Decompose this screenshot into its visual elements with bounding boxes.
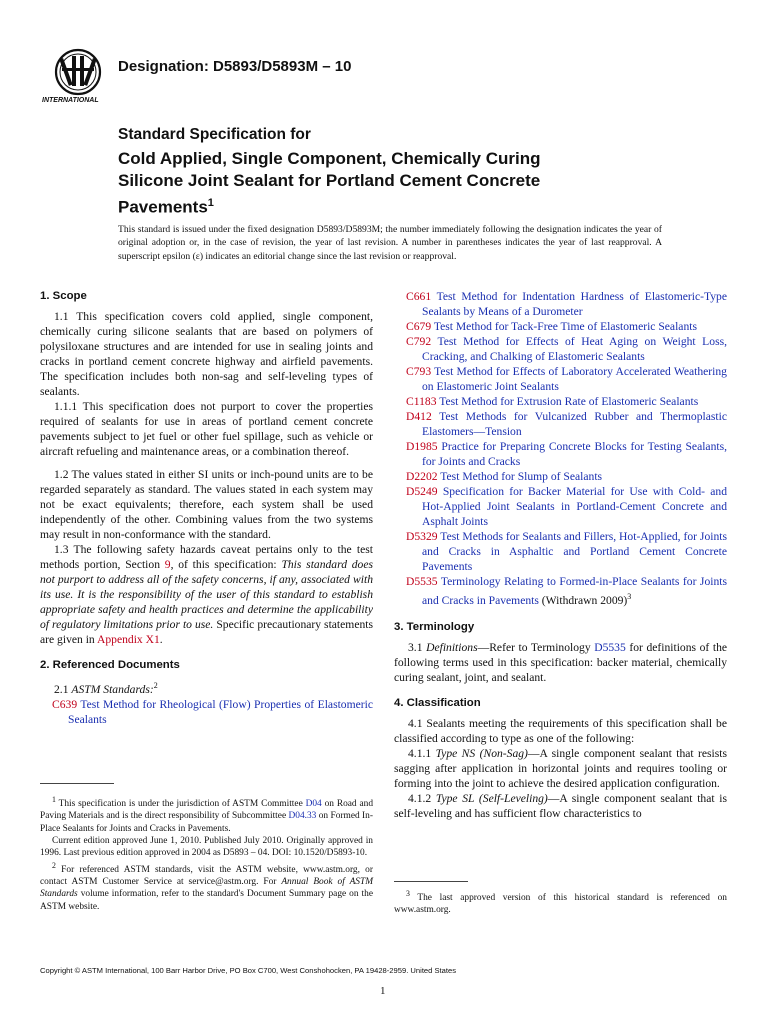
ref-code-link[interactable]: D5535: [406, 575, 438, 588]
para-1-1: 1.1 This specification covers cold applied, single component, chemically curing silicone sealants that are based on polymers of polysiloxane structures and are intended for use in sealing joints and cracks in portland cement concrete highway and airfield pavements. The specification includes both non-sag and self-leveling types of sealants.: [40, 310, 373, 398]
ref-code-link[interactable]: C639: [52, 697, 78, 711]
left-footnotes: [40, 794, 373, 913]
ref-item: [394, 319, 727, 334]
footnote-1-edition: Current edition approved June 1, 2010. Published July 2010. Originally approved in 1996. Last previous edition approved in 2004 as D5893 – 04. DOI: 10.1520/D5893-10.: [40, 836, 373, 859]
ref-item: [394, 469, 727, 484]
committee-d04-link[interactable]: D04: [305, 799, 322, 810]
footnote-divider: [40, 783, 114, 784]
right-column: [394, 289, 727, 821]
ref-title-link[interactable]: Test Methods for Vulcanized Rubber and Thermoplastic Elastomers—Tension: [422, 410, 727, 438]
para-3-1: 3.1 Definitions—Refer to Terminology D5535 for definitions of the following terms used in this specification: backer material, chemically curing sealant, joint, and sealant.: [394, 640, 728, 684]
appendix-x1-link[interactable]: Appendix X1: [96, 633, 160, 646]
ref-title-link[interactable]: Test Method for Extrusion Rate of Elastomeric Sealants: [439, 395, 699, 408]
para-4-1-2: 4.1.2 Type SL (Self-Leveling)—A single component sealant that is self-leveling and has sufficient flow characteristics to: [394, 791, 727, 820]
copyright: Copyright © ASTM International, 100 Barr Harbor Drive, PO Box C700, West Conshohocken, PA 19428-2959. United States: [40, 966, 457, 975]
para-4-1-1: 4.1.1 Type NS (Non-Sag)—A single component sealant that resists sagging after application in horizontal joints and requires tooling or forming into the joint to achieve the desired application configuration.: [394, 746, 727, 790]
ref-item: [394, 394, 727, 409]
d5535-link[interactable]: D5535: [594, 640, 626, 654]
ref-d5535: D5535 Terminology Relating to Formed-in-Place Sealants for Joints and Cracks in Pavements (Withdrawn 2009)$^3$: [406, 575, 727, 607]
ref-code-link[interactable]: C792: [406, 335, 432, 348]
referenced-standards-list: [394, 289, 727, 574]
ref-title-link[interactable]: Test Method for Effects of Heat Aging on Weight Loss, Cracking, and Chalking of Elastomeric Sealants: [422, 335, 727, 363]
ref-code-link[interactable]: D2202: [406, 470, 438, 483]
footnote-2: $^2$ For referenced ASTM standards, visit the ASTM website, www.astm.org, or contact ASTM Customer Service at service@astm.org. For Annual Book of ASTM Standards volume information, refer to the standard's Document Summary page on the ASTM website.: [40, 860, 374, 912]
ref-code-link[interactable]: D5329: [406, 530, 438, 543]
title-line-3: Pavements: [118, 197, 208, 217]
classification-heading: 4. Classification: [394, 696, 481, 709]
ref-title-link[interactable]: Test Method for Slump of Sealants: [440, 470, 603, 483]
ref-title-link[interactable]: Test Method for Tack-Free Time of Elastomeric Sealants: [433, 320, 697, 333]
referenced-documents-heading: 2. Referenced Documents: [40, 659, 180, 671]
ref-c639: [40, 697, 373, 727]
terminology-heading: 3. Terminology: [394, 620, 475, 633]
ref-code-link[interactable]: C679: [406, 320, 432, 333]
ref-item: [394, 439, 727, 469]
ref-title-link[interactable]: Specification for Backer Material for Use with Cold- and Hot-Applied Joint Sealants in Portland-Cement Concrete and Asphalt Joints: [422, 485, 727, 528]
subcommittee-d0433-link[interactable]: D04.33: [288, 811, 317, 822]
footnote-3: $^3$ The last approved version of this historical standard is referenced on www.astm.org.: [394, 889, 727, 916]
ref-item: [394, 364, 727, 394]
designation: Designation: D5893/D5893M – 10: [118, 58, 352, 75]
ref-code-link[interactable]: D5249: [406, 485, 438, 498]
para-1-3: 1.3 The following safety hazards caveat pertains only to the test methods portion, Section 9, of this specification: This standard does not purport to address all of the safety concerns, if any, associated with its use. It is the responsibility of the user of this standard to establish appropriate safety and health practices and determine the applicability of regulatory limitations prior to use. Specific precautionary statements are given in Appendix X1.: [40, 543, 374, 646]
ref-title-link[interactable]: Test Method for Effects of Laboratory Accelerated Weathering on Elastomeric Joint Sealants: [422, 365, 727, 393]
ref-item: [394, 409, 727, 439]
para-1-2: 1.2 The values stated in either SI units or inch-pound units are to be regarded separately as standard. The values stated in each system may not be exact equivalents; therefore, each system shall be used independently of the other. Combining values from the two systems may result in non-conformance with the standard.: [40, 468, 373, 541]
ref-item: [394, 289, 727, 319]
ref-code-link[interactable]: C1183: [406, 395, 437, 408]
title-line-2: Silicone Joint Sealant for Portland Cement Concrete: [118, 171, 541, 190]
footnote-divider-right: [394, 881, 468, 882]
para-4-1: 4.1 Sealants meeting the requirements of this specification shall be classified according to type as one of the following:: [394, 716, 727, 745]
para-2-1: 2.1 ASTM Standards:$^2$: [54, 681, 158, 696]
ref-item: [394, 484, 727, 529]
ref-code-link[interactable]: D412: [406, 410, 432, 423]
left-column: [40, 289, 373, 727]
logo-text: INTERNATIONAL: [42, 97, 99, 104]
ref-title-link[interactable]: Test Methods for Sealants and Fillers, Hot-Applied, for Joints and Cracks in Asphaltic and Portland Cement Concrete Pavements: [422, 530, 727, 573]
page-number: 1: [380, 985, 386, 997]
ref-title-link[interactable]: Terminology Relating to Formed-in-Place Sealants for Joints and Cracks in Pavements: [422, 575, 727, 607]
ref-title-link[interactable]: Test Method for Rheological (Flow) Properties of Elastomeric Sealants: [68, 697, 373, 726]
ref-item: [394, 334, 727, 364]
para-1-1-1: 1.1.1 This specification does not purport to cover the properties required of sealants for use in areas of portland cement concrete pavements subject to jet fuel or other fuel spillage, such as vehicle or aircraft refueling and maintenance areas, or a combination thereof.: [40, 400, 373, 458]
ref-code-link[interactable]: C793: [406, 365, 432, 378]
footnote-1: $^1$ This specification is under the jurisdiction of ASTM Committee D04 on Road and Paving Materials and is the direct responsibility of Subcommittee D04.33 on Formed In-Place Sealants for Joints and Cracks in Pavements.: [40, 795, 374, 834]
scope-heading: 1. Scope: [40, 290, 87, 302]
ref-title-link[interactable]: Test Method for Indentation Hardness of Elastomeric-Type Sealants by Means of a Durometer: [422, 290, 727, 318]
ref-code-link[interactable]: D1985: [406, 440, 438, 453]
ref-code-link[interactable]: C661: [406, 290, 432, 303]
ref-title-link[interactable]: Practice for Preparing Concrete Blocks for Testing Sealants, for Joints and Cracks: [422, 440, 728, 468]
title-line-1: Cold Applied, Single Component, Chemically Curing: [118, 149, 541, 168]
title-prefix: Standard Specification for: [118, 126, 311, 143]
document-title: [118, 148, 718, 219]
section-9-link[interactable]: 9: [164, 558, 171, 571]
issuance-note: This standard is issued under the fixed designation D5893/D5893M; the number immediately following the designation indicates the year of original adoption or, in the case of revision, the year of last revision. A number in parentheses indicates the year of last reapproval. A superscript epsilon (ε) indicates an editorial change since the last revision or reapproval.: [118, 224, 662, 262]
title-footnote-mark: 1: [207, 197, 214, 209]
ref-item: [394, 529, 727, 574]
right-footnotes: [394, 888, 727, 917]
